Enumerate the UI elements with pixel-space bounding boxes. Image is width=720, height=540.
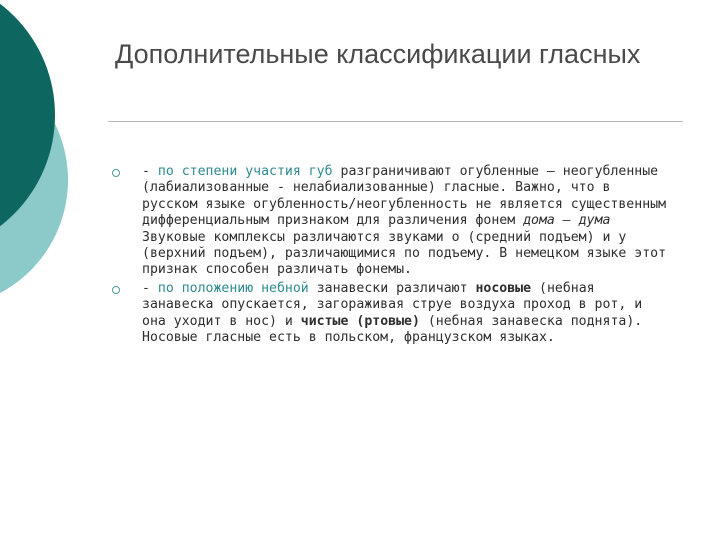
bullet-list [112,164,672,348]
bullet-item-velum-position [112,281,672,347]
title-divider [108,121,683,122]
highlight-term: по степени участия губ [157,164,333,179]
bullet-item-lip-rounding [112,164,672,279]
bullet-body-continued: Звуковые комплексы различаются звуками о (средний подъем) и у (верхний подъем), различающимися по подъему. В немецком языке этот признак способен различать фонемы. [142,229,667,278]
bullet-body-end: (небная занавеска поднята). Носовые гласные есть в польском, французском языках. [142,313,643,346]
bullet-text [142,164,672,279]
bullet-text [142,281,672,347]
decorative-circles [0,0,120,300]
bold-term-nasal: носовые [475,280,532,296]
example-words: дома – дума [523,213,611,229]
bold-term-oral: чистые (ртовые) [300,313,420,329]
bullet-body: занавески различают [308,280,476,296]
circle-bullet-icon [112,286,120,294]
highlight-term: по положению небной [157,280,309,296]
bullet-prefix: - [142,164,158,179]
bullet-body-continued: (небная занавеска опускается, загораживая струе воздуха проход в рот, и она уходит в нос) и [142,280,643,329]
bullet-body: разграничивают огубленные – неогубленные (лабиализованные - нелабиализованные) гласные. Важно, что в русском языке огубленность/неогубленность не является существенным дифференциальным признаком для различения фонем [142,164,667,229]
slide-title: Дополнительные классификации гласных [115,39,641,69]
circle-bullet-icon [112,169,120,177]
bullet-prefix: - [142,280,158,296]
